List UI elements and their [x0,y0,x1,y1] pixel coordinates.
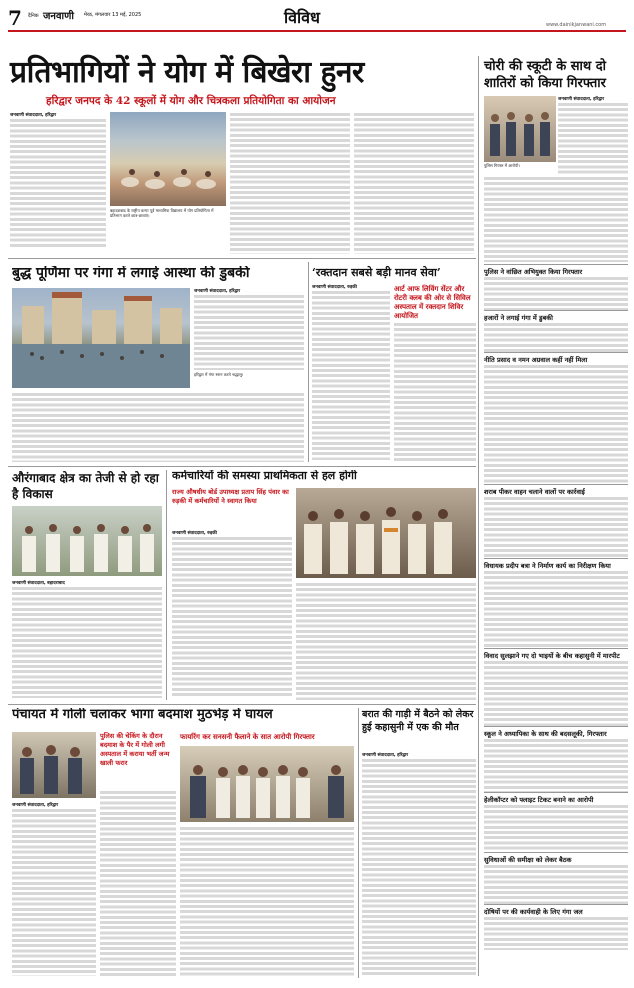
story3-text [312,284,390,462]
right-briefs [484,264,628,976]
story4-body [394,322,476,462]
story7-text [12,802,96,978]
page-number: 7 [8,6,22,30]
lead-photo-yoga-figures [110,112,226,206]
story2-photo-caption: हरिद्वार में गंगा स्नान करते श्रद्धालु। [194,372,244,377]
story7-photo [12,732,96,798]
brief-title-9: सुविधाओं की समीक्षा को लेकर बैठक [484,852,628,864]
story5-headline: औरंगाबाद क्षेत्र का तेजी से हो रहा है विकास [12,471,159,501]
brief-title-1: पुलिस ने वांछित अभियुक्त किया गिरफ्तार [484,264,628,276]
story5-text [12,580,162,700]
brief-title-6: विवाद सुलझाने गए दो भाइयों के बीच कहासुनी में मारपीट [484,648,628,660]
brief-title-5: विधायक प्रदीप बत्रा ने निर्माण कार्य का निरीक्षण किया [484,558,628,570]
brief-body-6 [484,660,628,726]
lead-text-left [10,112,106,254]
story8-body [100,790,176,978]
story2-photo-ghat [12,288,190,388]
right-top-text [558,96,628,176]
section-title: विविध [284,8,320,27]
story6-photo [296,488,476,578]
brief-body-7 [484,738,628,792]
story5-photo [12,506,162,576]
brief-body-5 [484,570,628,648]
right-top-body [558,102,628,174]
story8-headline: पुलिस की चेकिंग के दौरान बदमाश के पैर में गोली लगी अस्पताल में कराया भर्ती जन्म खाली फरार [100,732,170,767]
lead-body-middle [230,112,350,254]
brief-body-1 [484,276,628,310]
story6-subheadline: राज्य औषधीय बोर्ड उपाध्यक्ष प्रताप सिंह पंवार का रुड़की में कर्मचारियों ने स्वागत किया [172,488,289,505]
brief-title-2: हजारों ने लगाई गंगा में डुबकी [484,310,628,322]
right-photo-caption: पुलिस गिरफ्त में आरोपी। [484,163,520,168]
row2-rule [8,258,476,259]
brief-title-8: हेलीकॉप्टर को फ्लाइट टिकट बनाने का आरोपी [484,792,628,804]
story2-text [194,288,304,370]
right-column-divider [478,56,479,976]
story3-body [312,290,390,460]
story5-photo-group [12,506,162,576]
lead-byline: जनवाणी संवाददाता, हरिद्वार [10,113,57,118]
row4-rule [8,704,476,705]
story6-text [172,530,292,700]
story10-text [362,752,476,978]
story10-body [362,758,476,976]
story3-headline: ‘रक्तदान सबसे बड़ी मानव सेवा’ [312,266,441,279]
lead-headline: प्रतिभागियों ने योग में बिखेरा हुनर [10,55,364,90]
story10-headline: बरात की गाड़ी में बैठने को लेकर हुई कहासुनी में एक की मौत [362,709,474,733]
story2-photo [12,288,190,388]
story7-headline: पंचायत में गोली चलाकर भागा बदमाश मुठभेड़ में घायल [12,708,273,722]
story6-byline: जनवाणी संवाददाता, रुड़की [172,531,217,536]
story2-body-lower [12,392,304,462]
story3-divider [308,262,309,462]
masthead-rule [8,30,626,32]
masthead [8,6,626,30]
story2-byline: जनवाणी संवाददाता, हरिद्वार [194,289,241,294]
right-byline: जनवाणी संवाददाता, हरिद्वार [558,97,605,102]
lead-subheadline: हरिद्वार जनपद के 42 स्कूलों में योग और चित्रकला प्रतियोगिता का आयोजन [46,95,336,107]
story7-body [12,808,96,976]
story2-headline: बुद्ध पूर्णिमा पर गंगा में लगाई आस्था की डुबकी [12,266,250,281]
brief-title-7: स्कूल ने अध्यापिका के साथ की बदसलूकी, गिरफ्तार [484,726,628,738]
brief-body-9 [484,864,628,904]
brief-body-2 [484,322,628,352]
lead-photo-caption: बहादराबाद के राष्ट्रीय कन्या पूर्व माध्यमिक विद्यालय में योग प्रतियोगिता में प्रतिभाग करते छात्र-छात्राएं। [110,208,214,218]
brief-body-10 [484,916,628,950]
row3-rule [8,466,476,467]
right-photo-police [484,96,556,162]
story3-byline: जनवाणी संवाददाता, रुड़की [312,285,357,290]
lead-body [10,118,106,248]
city-date: मेरठ, मंगलवार 13 मई, 2025 [84,12,142,18]
story9-photo [180,746,354,822]
story9-photo-accused [180,746,354,822]
story7-byline: जनवाणी संवाददाता, हरिद्वार [12,803,59,808]
lead-photo [110,112,226,206]
story10-divider [358,708,359,978]
story6-body-2 [296,582,476,700]
brief-title-4: शराब पीकर वाहन चलाने वालों पर कार्रवाई [484,484,628,496]
story6-headline: कर्मचारियों की समस्या प्राथमिकता से हल होगी [172,470,357,482]
story7-photo-police [12,732,96,798]
story9-headline: फायरिंग कर सनसनी फैलाने के सात आरोपी गिरफ्तार [180,732,315,741]
story6-divider [166,470,167,700]
brand-name: जनवाणी [43,11,74,22]
story6-photo-felicitation [296,488,476,578]
brand-prefix: दैनिक [28,13,39,19]
story6-body [172,536,292,698]
lead-body-right [354,112,474,254]
brief-body-4 [484,496,628,558]
right-headline: चोरी की स्कूटी के साथ दो शातिरों को किया गिरफ्तार [484,59,606,91]
brief-title-3: नीति प्रसाद व नमन अग्रवाल कहीं नहीं मिला [484,352,628,364]
story5-byline: जनवाणी संवाददाता, बहादराबाद [12,581,65,586]
story2-body [194,294,304,370]
right-top-body-2 [484,176,628,262]
story9-body [180,826,354,978]
website-url: www.dainikjanwani.com [546,22,607,28]
brief-title-10: दोषियों पर की कार्यवाही के लिए गंगा जल [484,904,628,916]
right-photo [484,96,556,162]
story5-body [12,586,162,698]
brief-body-3 [484,364,628,484]
story4-headline: आर्ट आफ लिविंग सेंटर और रोटरी क्लब की ओर से सिविल अस्पताल में रक्तदान शिविर आयोजित [394,284,471,320]
brief-body-8 [484,804,628,852]
story10-byline: जनवाणी संवाददाता, हरिद्वार [362,753,409,758]
